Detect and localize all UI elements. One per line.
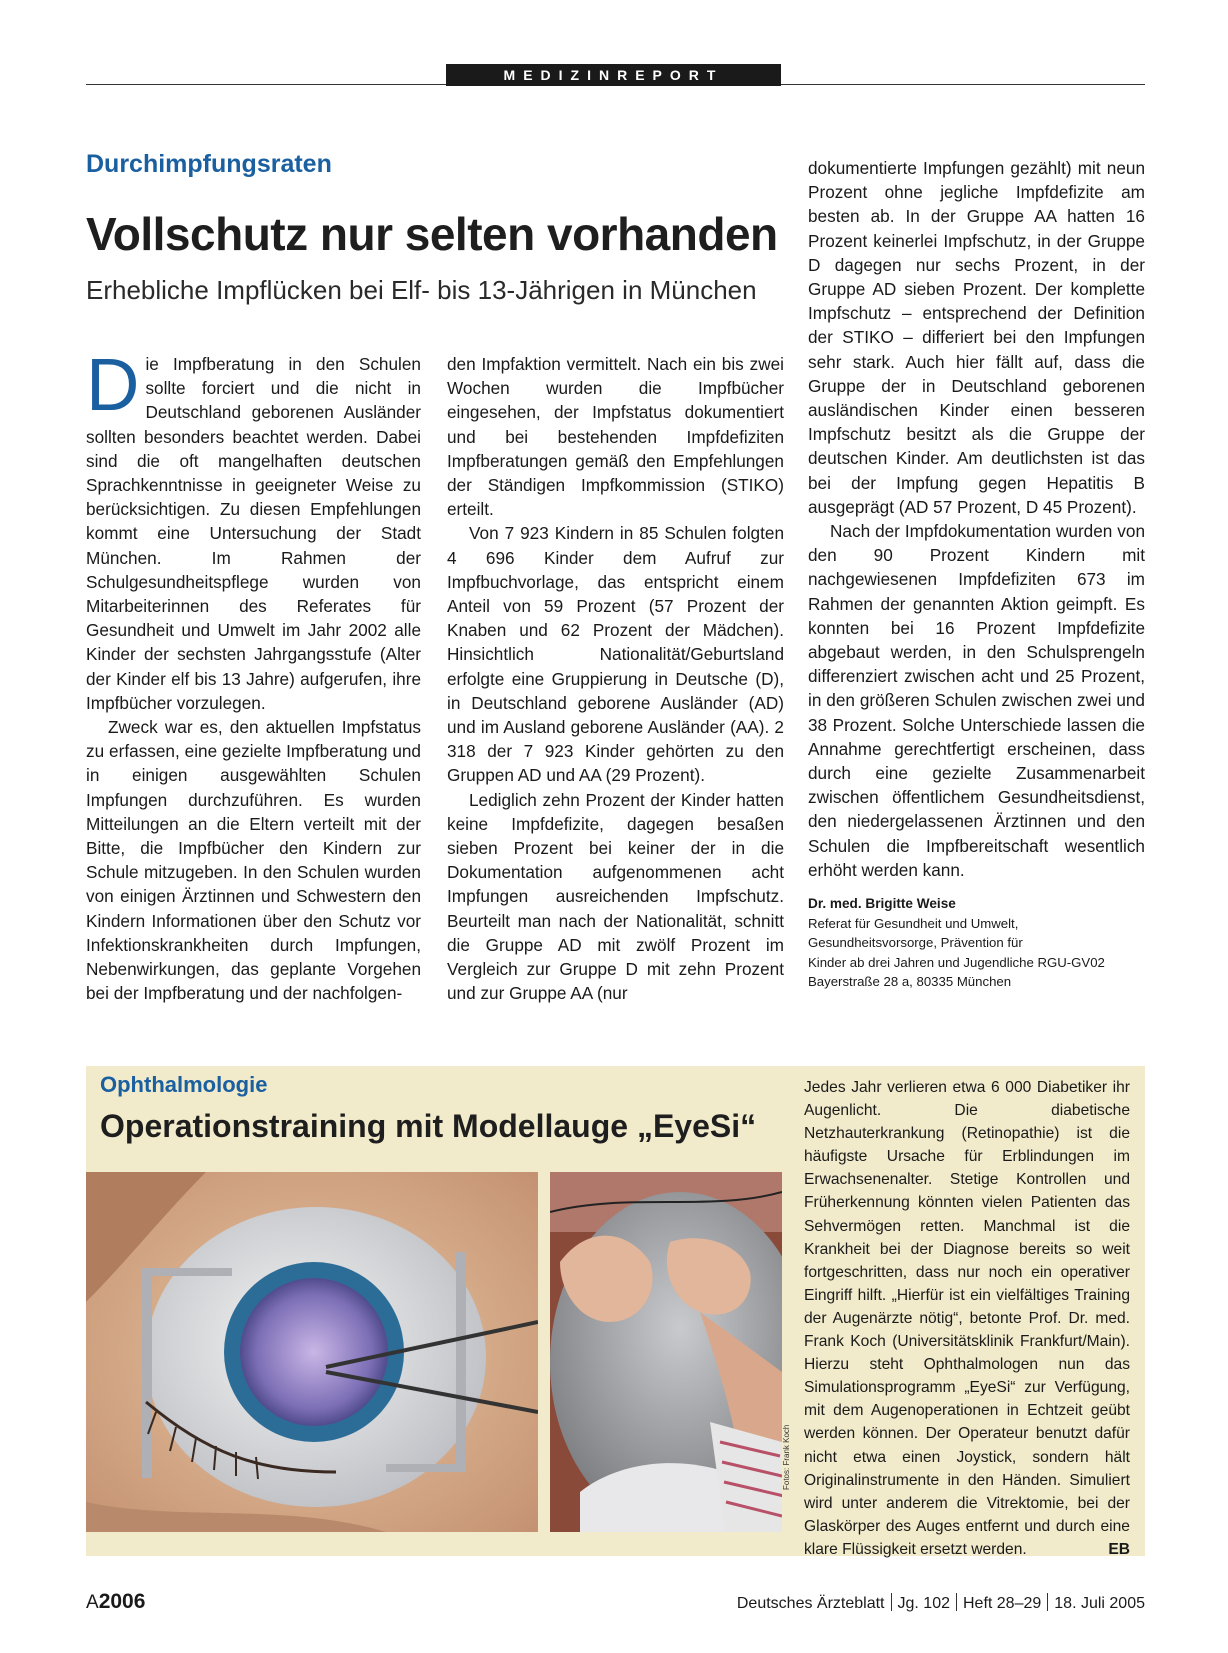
author-block	[808, 894, 1145, 992]
journal-issue: Heft 28–29	[962, 1595, 1042, 1612]
author-name: Dr. med. Brigitte Weise	[808, 896, 956, 912]
article-column-3	[808, 156, 1145, 992]
box-body-text: Jedes Jahr verlieren etwa 6 000 Diabetiker ihr Augenlicht. Die diabetische Netzhauterkrankung (Retinopathie) ist die häufigste Ursache für Erblindungen im Erwachsenenalter. Stetige Kontrollen und Früherkennung könnten vielen Patienten das Sehvermögen retten. Manchmal ist die Krankheit bei der Diagnose bereits so weit fortgeschritten, dass nur noch ein operativer Eingriff hilft. „Hierfür ist ein vielfältiges Training der Augenärzte nötig“, betonte Prof. Dr. med. Frank Koch (Universitätsklinik Frankfurt/Main). Hierzu steht Ophthalmologen nun das Simulationsprogramm „EyeSi“ zur Verfügung, mit dem Augenoperationen in Echtzeit geübt werden können. Der Operateur benutzt dafür nicht etwa einen Joystick, sondern hält Originalinstrumente in den Händen. Simuliert wird unter anderem die Vitrektomie, bei der Glaskörper des Auges entfernt und durch eine klare Flüssigkeit ersetzt werden.	[804, 1079, 1130, 1558]
divider	[956, 1593, 957, 1611]
paragraph: den Impfaktion vermittelt. Nach ein bis zwei Wochen wurden die Impfbücher eingesehen, der Impfstatus dokumentiert und bei bestehenden Impfdefiziten Impfberatungen gemäß den Empfehlungen der Ständigen Impfkommission (STIKO) erteilt.	[447, 354, 784, 520]
author-affiliation: Referat für Gesundheit und Umwelt,	[808, 915, 1019, 931]
author-initials: EB	[1108, 1540, 1130, 1558]
paragraph: dokumentierte Impfungen gezählt) mit neun Prozent ohne jegliche Impfdefizite am besten ab. In der Gruppe AA hatten 16 Prozent keinerlei Impfschutz, in der Gruppe D dagegen nur sechs Prozent, in der Gruppe AD sieben Prozent. Der komplette Impfschutz – entsprechend der Definition der STIKO – differiert bei den Impfungen sehr stark. Auch hier fällt auf, dass die Gruppe der in Deutschland geborenen ausländischen Kinder einen besseren Impfschutz besitzt als die Gruppe der deutschen Kinder. Am deutlichsten ist das bei der Impfung gegen Hepatitis B ausgeprägt (AD 57 Prozent, D 45 Prozent).	[808, 158, 1145, 517]
paragraph	[86, 343, 421, 715]
divider	[1047, 1593, 1048, 1611]
paragraph-text: ie Impfberatung in den Schulen sollte forciert und die nicht in Deutschland geborenen Ausländer sollten besonders beachtet werden. Dabei sind die oft mangelhaften deutschen Sprachkenntnisse in geeigneter Weise zu berücksichtigen. Zu diesen Empfehlungen kommt eine Untersuchung der Stadt München. Im Rahmen der Schulgesundheitspflege wurden von Mitarbeiterinnen des Referates für Gesundheit und Umwelt im Jahr 2002 alle Kinder der sechsten Jahrgangsstufe (Alter der Kinder elf bis 13 Jahre) aufgerufen, ihre Impfbücher vorzulegen.	[86, 354, 421, 713]
article-column-2	[447, 352, 784, 1005]
author-affiliation: Gesundheitsvorsorge, Prävention für	[808, 935, 1023, 951]
paragraph: Lediglich zehn Prozent der Kinder hatten keine Impfdefizite, dagegen besaßen sieben Prozent bei keiner der in die Dokumentation aufgenommenen acht Impfungen ausreichenden Impfschutz. Beurteilt man nach der Nationalität, schnitt die Gruppe AD mit zwölf Prozent im Vergleich zur Gruppe D mit zehn Prozent und zur Gruppe AA (nur	[447, 789, 784, 1004]
simulator-hands-photo	[550, 1172, 782, 1532]
paragraph: Zweck war es, den aktuellen Impfstatus zu erfassen, eine gezielte Impfberatung und in einigen ausgewählten Schulen Impfungen durchzuführen. Es wurden Mitteilungen an die Eltern verteilt mit der Bitte, die Impfbücher den Kindern zur Schule mitzugeben. In den Schulen wurden von einigen Ärztinnen und Schwestern den Kindern Informationen über den Schutz vor Infektionskrankheiten durch Impfungen, Nebenwirkungen, das geplante Vorgehen bei der Impfberatung und der nachfolgen-	[86, 717, 421, 1004]
box-kicker: Ophthalmologie	[100, 1072, 268, 1097]
box-body	[804, 1076, 1130, 1561]
journal-name: Deutsches Ärzteblatt	[736, 1595, 885, 1612]
eye-model-photo	[86, 1172, 538, 1532]
paragraph: Von 7 923 Kindern in 85 Schulen folgten 4 696 Kinder dem Aufruf zur Impfbuchvorlage, das entspricht einem Anteil von 59 Prozent (57 Prozent der Knaben und 62 Prozent der Mädchen). Hinsichtlich Nationalität/Geburtsland erfolgte eine Gruppierung in Deutsche (D), in Deutschland geborene Ausländer (AD) und im Ausland geborene Ausländer (AA). 2 318 der 7 923 Kinder gehörten zu den Gruppen AD und AA (29 Prozent).	[447, 523, 784, 786]
article-headline: Vollschutz nur selten vorhanden	[86, 208, 778, 260]
author-address: Bayerstraße 28 a, 80335 München	[808, 974, 1012, 990]
page-number	[86, 1590, 145, 1614]
page-number-value: 2006	[98, 1590, 146, 1613]
journal-footer	[737, 1593, 1145, 1613]
article-kicker: Durchimpfungsraten	[86, 150, 332, 178]
paragraph: Nach der Impfdokumentation wurden von den 90 Prozent Kindern mit nachgewiesenen Impfdefiziten 673 im Rahmen der genannten Aktion geimpft. Es konnten bei 16 Prozent Impfdefizite abgebaut werden, in den Schulsprengeln differenziert zwischen acht und 25 Prozent, in den größeren Schulen zwischen zwei und 38 Prozent. Solche Unterschiede lassen die Annahme gerechtfertigt erscheinen, dass durch eine gezielte Zusammenarbeit zwischen öffentlichem Gesundheitsdienst, den niedergelassenen Ärztinnen und den Schulen die Impfbereitschaft wesentlich erhöht werden kann.	[808, 521, 1145, 880]
author-affiliation: Kinder ab drei Jahren und Jugendliche RGU-GV02	[808, 954, 1105, 970]
article-column-1	[86, 343, 421, 1005]
journal-volume: Jg. 102	[897, 1595, 950, 1612]
drop-cap: D	[86, 343, 140, 426]
photo-credit: Fotos: Frank Koch	[782, 1424, 791, 1490]
page-prefix: A	[86, 1592, 99, 1613]
journal-date: 18. Juli 2005	[1054, 1595, 1145, 1612]
divider	[891, 1593, 892, 1611]
box-headline: Operationstraining mit Modellauge „EyeSi“	[100, 1108, 757, 1144]
article-subheadline: Erhebliche Impflücken bei Elf- bis 13-Jährigen in München	[86, 275, 757, 305]
section-label: MEDIZINREPORT	[446, 64, 781, 86]
